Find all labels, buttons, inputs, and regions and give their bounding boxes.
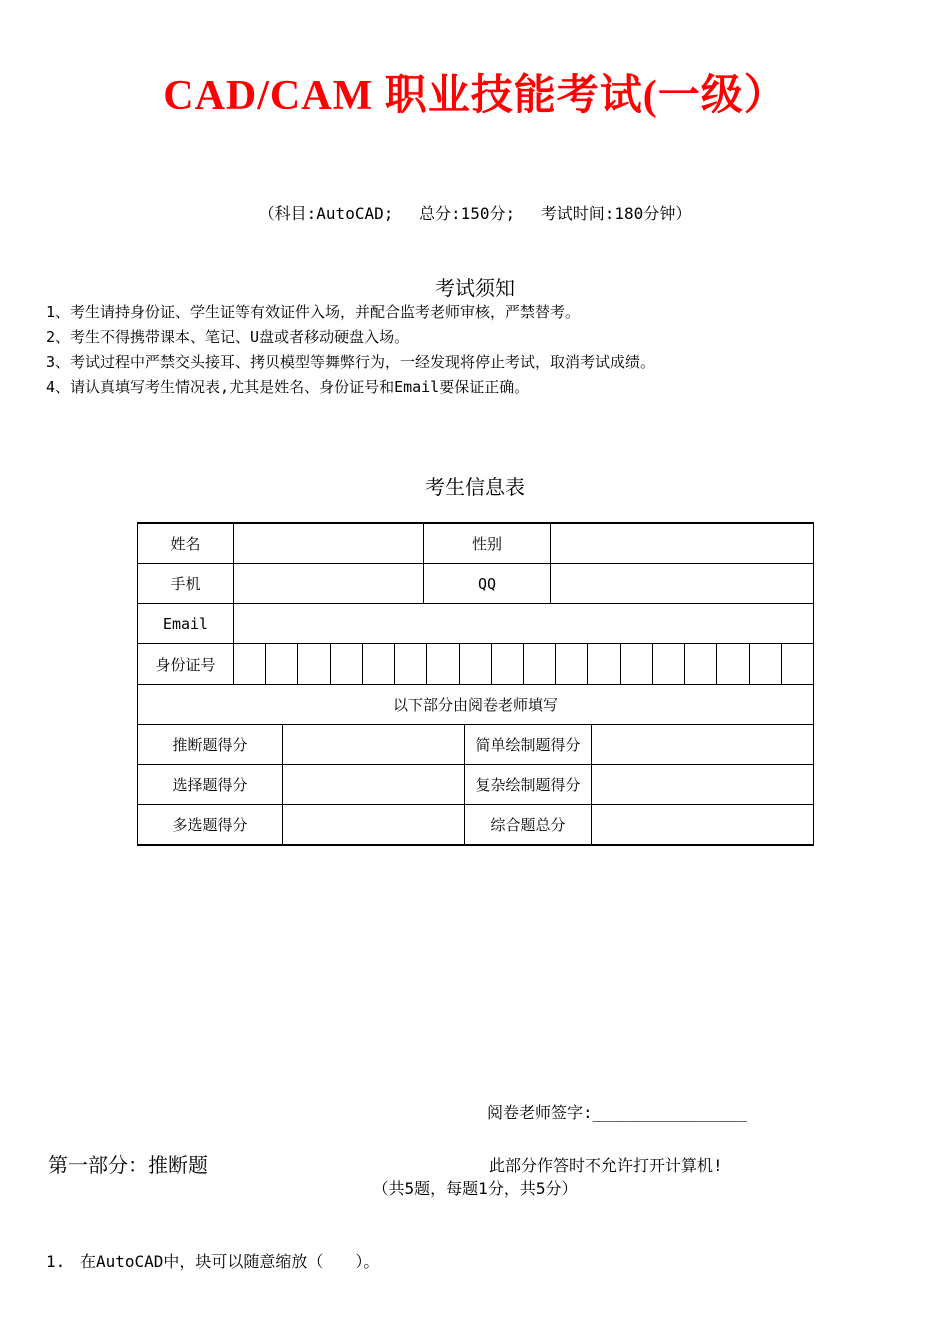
id-label: 身份证号 <box>138 644 234 685</box>
exam-subtitle: （科目:AutoCAD; 总分:150分; 考试时间:180分钟） <box>258 204 692 223</box>
notice-item: 3、考试过程中严禁交头接耳、拷贝模型等舞弊行为，一经发现将停止考试，取消考试成绩。 <box>46 353 656 371</box>
phone-label: 手机 <box>138 564 234 604</box>
email-label: Email <box>138 604 234 644</box>
section-title: 第一部分：推断题 <box>48 1153 208 1177</box>
info-table-title: 考生信息表 <box>425 475 525 499</box>
phone-field[interactable] <box>234 564 424 604</box>
id-digit-box[interactable] <box>556 644 588 684</box>
score-label: 复杂绘制题得分 <box>465 765 592 805</box>
section-note: 此部分作答时不允许打开计算机! <box>489 1156 723 1175</box>
score-label: 简单绘制题得分 <box>465 725 592 765</box>
id-digit-box[interactable] <box>363 644 395 684</box>
qq-field[interactable] <box>551 564 814 604</box>
score-field[interactable] <box>592 725 814 765</box>
score-label: 综合题总分 <box>465 805 592 846</box>
id-digit-box[interactable] <box>621 644 653 684</box>
email-field[interactable] <box>234 604 814 644</box>
id-digit-boxes <box>234 644 813 684</box>
score-label: 推断题得分 <box>138 725 283 765</box>
score-label: 选择题得分 <box>138 765 283 805</box>
gender-field[interactable] <box>551 523 814 564</box>
score-label: 多选题得分 <box>138 805 283 846</box>
id-number-field[interactable] <box>234 644 814 685</box>
notice-heading: 考试须知 <box>435 276 515 300</box>
id-digit-box[interactable] <box>298 644 330 684</box>
notice-list <box>46 300 655 400</box>
id-digit-box[interactable] <box>266 644 298 684</box>
candidate-info-table <box>137 522 814 846</box>
score-field[interactable] <box>283 725 465 765</box>
name-label: 姓名 <box>138 523 234 564</box>
notice-item: 1、考生请持身份证、学生证等有效证件入场，并配合监考老师审核，严禁替考。 <box>46 303 581 321</box>
id-digit-box[interactable] <box>460 644 492 684</box>
score-field[interactable] <box>592 805 814 846</box>
qq-label: QQ <box>424 564 551 604</box>
score-field[interactable] <box>283 765 465 805</box>
name-field[interactable] <box>234 523 424 564</box>
id-digit-box[interactable] <box>427 644 459 684</box>
id-digit-box[interactable] <box>234 644 266 684</box>
id-digit-box[interactable] <box>524 644 556 684</box>
id-digit-box[interactable] <box>492 644 524 684</box>
score-field[interactable] <box>592 765 814 805</box>
notice-item: 2、考生不得携带课本、笔记、U盘或者移动硬盘入场。 <box>46 328 410 346</box>
exam-title: CAD/CAM 职业技能考试(一级） <box>163 73 787 119</box>
id-digit-box[interactable] <box>653 644 685 684</box>
section-info: （共5题，每题1分，共5分） <box>372 1179 578 1198</box>
gender-label: 性别 <box>424 523 551 564</box>
notice-item: 4、请认真填写考生情况表,尤其是姓名、身份证号和Email要保证正确。 <box>46 378 530 396</box>
id-digit-box[interactable] <box>395 644 427 684</box>
question-number: 1. <box>46 1252 66 1271</box>
question-text: 在AutoCAD中，块可以随意缩放（ ）。 <box>80 1252 380 1271</box>
grader-signature: 阅卷老师签字:________________ <box>487 1103 747 1122</box>
score-field[interactable] <box>283 805 465 846</box>
id-digit-box[interactable] <box>331 644 363 684</box>
id-digit-box[interactable] <box>782 644 813 684</box>
id-digit-box[interactable] <box>717 644 749 684</box>
id-digit-box[interactable] <box>750 644 782 684</box>
id-digit-box[interactable] <box>588 644 620 684</box>
id-digit-box[interactable] <box>685 644 717 684</box>
grader-section-label: 以下部分由阅卷老师填写 <box>138 685 814 725</box>
question-item <box>46 1249 379 1272</box>
